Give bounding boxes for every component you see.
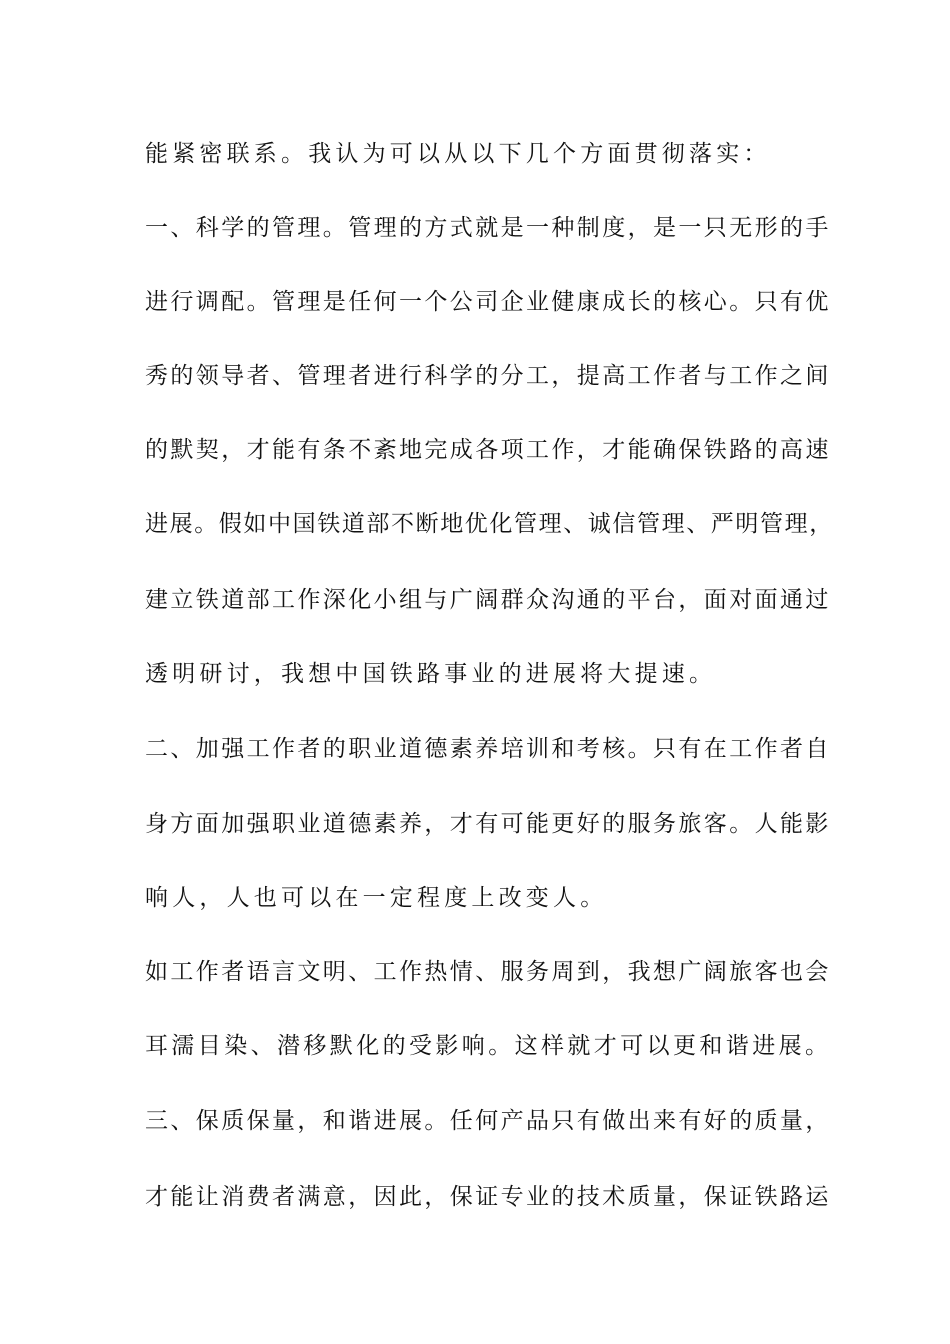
- text-line: 秀的领导者、管理者进行科学的分工，提高工作者与工作之间: [145, 363, 831, 389]
- text-line: 的默契，才能有条不紊地完成各项工作，才能确保铁路的高速: [145, 437, 831, 463]
- text-line: 透明研讨，我想中国铁路事业的进展将大提速。: [145, 661, 717, 687]
- text-line: 一、科学的管理。管理的方式就是一种制度，是一只无形的手: [145, 215, 831, 241]
- text-line: 如工作者语言文明、工作热情、服务周到，我想广阔旅客也会: [145, 959, 831, 985]
- text-line: 进展。假如中国铁道部不断地优化管理、诚信管理、严明管理，: [145, 511, 834, 537]
- text-line: 响人，人也可以在一定程度上改变人。: [145, 885, 608, 911]
- text-line: 进行调配。管理是任何一个公司企业健康成长的核心。只有优: [145, 289, 831, 315]
- text-line: 才能让消费者满意，因此，保证专业的技术质量，保证铁路运: [145, 1184, 831, 1210]
- text-line: 二、加强工作者的职业道德素养培训和考核。只有在工作者自: [145, 736, 831, 762]
- text-line: 三、保质保量，和谐进展。任何产品只有做出来有好的质量，: [145, 1108, 831, 1134]
- text-line: 身方面加强职业道德素养，才有可能更好的服务旅客。人能影: [145, 811, 831, 837]
- text-line: 耳濡目染、潜移默化的受影响。这样就才可以更和谐进展。: [145, 1033, 832, 1059]
- text-line: 建立铁道部工作深化小组与广阔群众沟通的平台，面对面通过: [145, 587, 831, 613]
- text-line: 能紧密联系。我认为可以从以下几个方面贯彻落实：: [145, 141, 771, 167]
